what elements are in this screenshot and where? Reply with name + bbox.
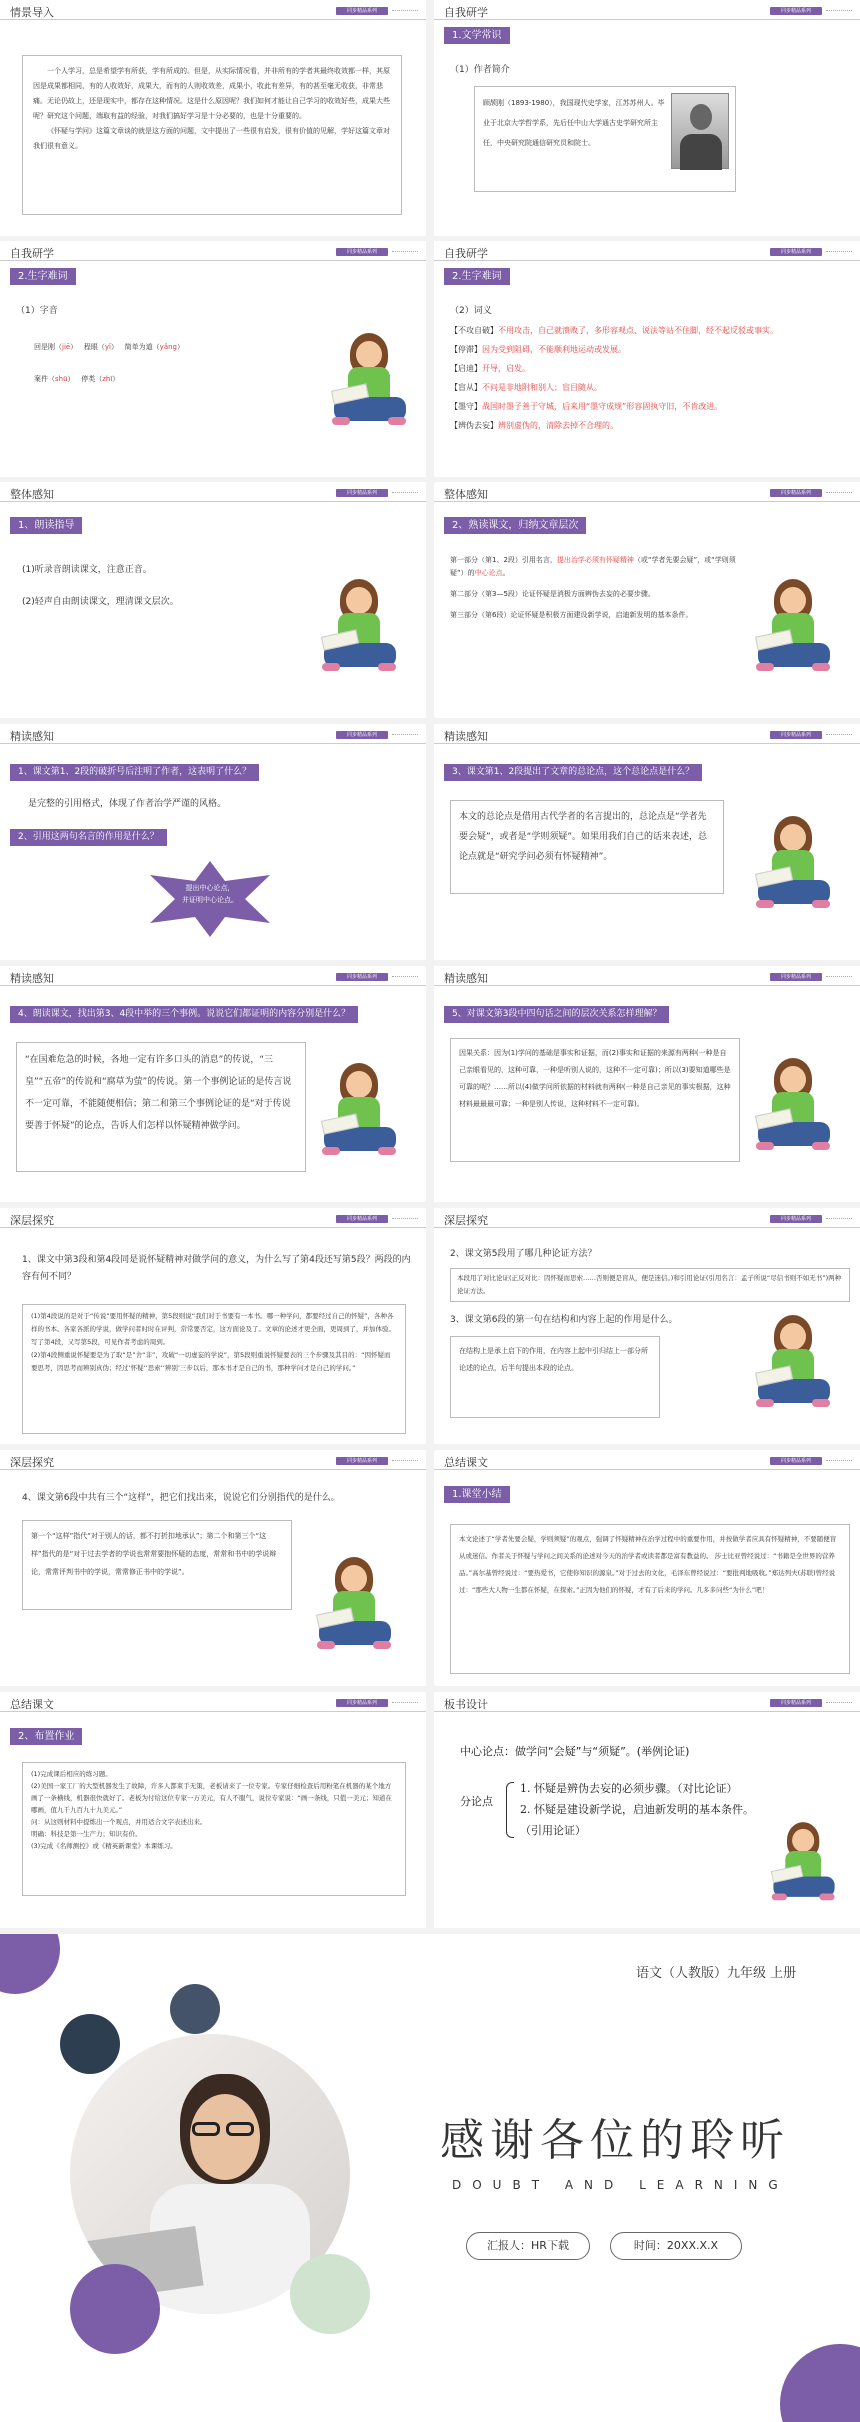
word-list bbox=[450, 321, 850, 435]
word-item: 【辨伪去妄】辨别虚伪的，清除去掉不合理的。 bbox=[450, 421, 618, 430]
answer: “在国难危急的时候，各地一定有许多口头的消息”的传说，“三皇”“五帝”的传说和“腐草为萤”的传说。第一个事例论证的是传言说不一定可靠，不能随便相信；第二和第三个事例论证的是“对于传说要善于怀疑”的论点，告诉人们怎样以怀疑精神做学问。 bbox=[25, 1055, 292, 1131]
series-tag: 同步精品系列 bbox=[770, 489, 822, 497]
answer-box bbox=[450, 800, 724, 894]
sub-heading: （1）作者简介 bbox=[450, 65, 510, 75]
pinyin-row: 案件（shū） 停类（zhī） bbox=[34, 375, 120, 383]
sub-heading: （1）字音 bbox=[16, 306, 58, 316]
slide-header bbox=[0, 0, 426, 20]
girl-reading-illustration bbox=[754, 1056, 834, 1168]
answer-box bbox=[22, 1304, 406, 1434]
homework-item: (3)完成《名师测控》或《精英新课堂》本课练习。 bbox=[31, 1842, 177, 1850]
slide-header bbox=[434, 482, 860, 502]
slide-header bbox=[434, 966, 860, 986]
slide-header bbox=[434, 241, 860, 261]
structure-text bbox=[450, 554, 740, 622]
part-2: 第二部分（第3—5段）论证怀疑是消极方面辨伪去妄的必要步骤。 bbox=[450, 590, 655, 598]
slide-title: 精读感知 bbox=[10, 972, 54, 985]
series-tag: 同步精品系列 bbox=[336, 1215, 388, 1223]
series-tag: 同步精品系列 bbox=[770, 7, 822, 15]
section-pill: 2、熟读课文，归纳文章层次 bbox=[444, 517, 586, 534]
section-pill: 2.生字难词 bbox=[10, 268, 76, 285]
slide-close-reading-4 bbox=[434, 966, 860, 1202]
homework-item: 明确：科技是第一生产力；知识有价。 bbox=[31, 1830, 142, 1838]
paragraph: 一个人学习，总是希望学有所获，学有所成的。但是，从实际情况看，并非所有的学者其最终收效都一样，其原因是成果都相同，有的人收效好，成果大，而有的人则收效差，成果小，收此有差异，有的甚至毫无收获，非常悲痛。无论仍故上，还是现实中，都存在这种情况。这是什么原因呢？我们如何才能让自己学习的收效好些，成果大些呢？研究这个问题，端取有益的经验，对我们搞好学习是十分必要的，也是十分重要的。 bbox=[33, 67, 390, 120]
slide-title: 深层探究 bbox=[10, 1214, 54, 1227]
series-tag: 同步精品系列 bbox=[770, 248, 822, 256]
word-item: 【不攻自破】不用攻击，自己就溃败了，多形容观点、说法等站不住脚，经不起反驳或事实。 bbox=[450, 326, 778, 335]
girl-reading-illustration bbox=[754, 814, 834, 926]
answer: 本文的总论点是借用古代学者的名言提出的，总论点是“学者先要会疑”，或者是“学则须疑”。如果用我们自己的话来表述，总论点就是“研究学问必须有怀疑精神”。 bbox=[459, 812, 707, 862]
grade-label: 语文（人教版）九年级 上册 bbox=[636, 1966, 797, 1981]
homework-box bbox=[22, 1762, 406, 1896]
decor-circle bbox=[70, 2264, 160, 2354]
series-tag: 同步精品系列 bbox=[770, 973, 822, 981]
answer: 本段用了对比论证(正反对比：因怀疑而思索……否则便是盲从，便是迷信。)和引用论证(引用名言：孟子所说“尽信书则不如无书”)两种论证方法。 bbox=[457, 1274, 842, 1295]
slide-title: 精读感知 bbox=[10, 730, 54, 743]
brace bbox=[506, 1782, 514, 1838]
girl-reading-illustration bbox=[315, 1555, 395, 1667]
slide-header bbox=[0, 482, 426, 502]
slide-homework bbox=[0, 1692, 426, 1928]
answer: 在结构上是承上启下的作用，在内容上起中引归结上一部分所论述的论点，后半句提出本段的论点。 bbox=[459, 1347, 648, 1372]
section-pill: 1.课堂小结 bbox=[444, 1486, 510, 1503]
word-item: 【停滞】因为受到阻碍，不能顺利地运动或发展。 bbox=[450, 345, 626, 354]
slide-title: 精读感知 bbox=[444, 972, 488, 985]
slide-title: 情景导入 bbox=[10, 6, 54, 19]
girl-reading-illustration bbox=[770, 1820, 838, 1915]
question-pill: 5、对课文第3段中四句话之间的层次关系怎样理解？ bbox=[444, 1006, 669, 1023]
girl-reading-illustration bbox=[320, 1061, 400, 1173]
slide-author bbox=[434, 0, 860, 236]
purple-circle-topleft bbox=[0, 1934, 60, 1994]
thanks-heading: 感谢各位的聆听 bbox=[440, 2115, 790, 2166]
author-portrait bbox=[671, 93, 729, 169]
homework-item: (2)美国一家工厂的大型机器发生了故障，许多人都束手无策，老板请来了一位专家。专家仔细检查后用粉笔在机器的某个地方画了一条横线，机器很快就好了。老板为付给这位专家一万美元，有人不服气，说位专家说：“画一条线，只值一美元；知道在哪画，值九千九百九十九美元。” bbox=[31, 1782, 392, 1814]
question: 1、课文中第3段和第4段同是说怀疑精神对做学问的意义，为什么写了第4段还写第5段？两段的内容有何不同？ bbox=[22, 1255, 411, 1282]
star-text: 提出中心论点， 并证明中心论点。 bbox=[182, 884, 238, 904]
answer-box bbox=[450, 1038, 740, 1162]
slide-close-reading-2 bbox=[434, 724, 860, 960]
answer: 第一个“这样”指代“对于别人的话，都不打折扣地承认”；第二个和第三个“这样”指代的是“对于过去学者的学说也常常要抱怀疑的态度，常常和书中的学说辩论，常常评判书中的学说，常常修正书中的学说”。 bbox=[31, 1532, 277, 1576]
series-tag: 同步精品系列 bbox=[770, 1457, 822, 1465]
question: 2、课文第5段用了哪几种论证方法？ bbox=[450, 1249, 597, 1259]
answer-box bbox=[450, 1268, 850, 1302]
answer-box bbox=[450, 1336, 660, 1418]
answer: (2)第4段侧重说怀疑要是为了取“是”舍“非”，攻破“一切虚妄的学说”，第5段则重说怀疑要表的三个步骤及其目的：“因怀疑而要思考，因思考而辨别真伪；经过‘怀疑’‘思索’‘辨别’三步以后，那本书才是自己的书，那种学问才是自己的学问。” bbox=[31, 1351, 391, 1372]
slide-reading-guide bbox=[0, 482, 426, 718]
slide-title: 整体感知 bbox=[10, 488, 54, 501]
slide-deep-1 bbox=[0, 1208, 426, 1444]
question-pill: 4、朗读课文，找出第3、4段中举的三个事例。说说它们都证明的内容分别是什么？ bbox=[10, 1006, 358, 1023]
summary-text: 本文论述了“学者先要会疑，学则须疑”的观点，强调了怀疑精神在治学过程中的重要作用，并按做学者应具有怀疑精神，不要随便盲从或迷信。作者关于怀疑与学问之间关系的论述对今天的治学者或读者都是富有教益的。 莎士比亚曾经说过：“书籍是全世界的营养品。”高尔基曾经说过：“要热爱书，它使你知识的源泉。”对于过去的文化，毛泽东曾经说过：“要批判地吸收。”郑达列夫(苏联)曾经说过：“那些大人物一生都在怀疑，在探索。”正因为他们的怀疑，才有了后来的学问。几多多问些“为什么”吧！ bbox=[459, 1535, 837, 1594]
slide-header bbox=[0, 724, 426, 744]
question-pill: 3、课文第1、2段提出了文章的总论点，这个总论点是什么？ bbox=[444, 764, 702, 781]
sub-thesis-list: 1. 怀疑是辨伪去妄的必须步骤。（对比论证） 2. 怀疑是建设新学说，启迪新发明的基本条件。 （引用论证） bbox=[520, 1782, 754, 1837]
instruction: (2)轻声自由朗读课文，理清课文层次。 bbox=[22, 597, 179, 607]
girl-reading-illustration bbox=[320, 577, 400, 689]
section-pill: 2.生字难词 bbox=[444, 268, 510, 285]
slide-title: 自我研学 bbox=[444, 247, 488, 260]
slide-title: 总结课文 bbox=[444, 1456, 488, 1469]
series-tag: 同步精品系列 bbox=[336, 248, 388, 256]
purple-circle-bottomright bbox=[780, 2344, 860, 2422]
part-1: 第一部分（第1、2段）引用名言，提出治学必须有怀疑精神（或“学者先要会疑”，或“学则须疑”）的中心论点。 bbox=[450, 556, 736, 577]
instruction: (1)听录音朗读课文，注意正音。 bbox=[22, 565, 152, 575]
central-thesis: 中心论点：做学问“会疑”与“须疑”。(举例论证) bbox=[460, 1745, 690, 1758]
slide-header bbox=[434, 0, 860, 20]
time-badge: 时间：20XX.X.X bbox=[610, 2232, 742, 2260]
slide-title: 总结课文 bbox=[10, 1698, 54, 1711]
answer: 是完整的引用格式，体现了作者治学严谨的风格。 bbox=[28, 799, 227, 809]
slide-header bbox=[434, 1208, 860, 1228]
paragraph: 《怀疑与学问》这篇文章谈的就是这方面的问题，文中提出了一些很有启发，很有价值的见解，学好这篇文章对我们很有意义。 bbox=[33, 127, 390, 150]
section-pill: 1.文学常识 bbox=[444, 27, 510, 44]
slide-ending bbox=[0, 1934, 860, 2422]
answer: 因果关系：因为(1)学问的基础是事实和证据，而(2)事实和证据的来源有两种(一种是自己亲眼看见的，这种可靠，一种是听别人说的，这种不一定可靠)；所以(3)要知道哪些是可靠的呢？……所以(4)做学问所依据的材料就有两种(一种是自己亲见的事实根据，这种材料最最最可靠；一种是别人传说，这种材料不一定可靠)。 bbox=[459, 1049, 731, 1108]
slide-board-design bbox=[434, 1692, 860, 1928]
question: 3、课文第6段的第一句在结构和内容上起的作用是什么。 bbox=[450, 1315, 678, 1325]
slide-intro bbox=[0, 0, 426, 236]
answer-box bbox=[16, 1042, 306, 1172]
slide-header bbox=[0, 966, 426, 986]
slide-header bbox=[434, 1692, 860, 1712]
slide-title: 自我研学 bbox=[444, 6, 488, 19]
word-item: 【盲从】不问是非地附和别人；盲目随从。 bbox=[450, 383, 602, 392]
series-tag: 同步精品系列 bbox=[770, 1215, 822, 1223]
slide-header bbox=[0, 1208, 426, 1228]
girl-reading-illustration bbox=[330, 331, 410, 443]
slide-structure bbox=[434, 482, 860, 718]
decor-circle bbox=[290, 2254, 370, 2334]
series-tag: 同步精品系列 bbox=[336, 489, 388, 497]
decor-circle bbox=[170, 1984, 220, 2034]
girl-reading-illustration bbox=[754, 1313, 834, 1425]
part-3: 第三部分（第6段）论证怀疑是积极方面建设新学说，启迪新发明的基本条件。 bbox=[450, 611, 693, 619]
slide-title: 板书设计 bbox=[444, 1698, 488, 1711]
slide-close-reading-1 bbox=[0, 724, 426, 960]
slide-title: 自我研学 bbox=[10, 247, 54, 260]
slide-header bbox=[434, 724, 860, 744]
slide-title: 深层探究 bbox=[444, 1214, 488, 1227]
question: 4、课文第6段中共有三个“这样”，把它们找出来，说说它们分别指代的是什么。 bbox=[22, 1493, 340, 1503]
sub-heading: （2）词义 bbox=[450, 306, 492, 316]
summary-box bbox=[450, 1524, 850, 1674]
english-subtitle: DOUBT AND LEARNING bbox=[452, 2178, 789, 2192]
series-tag: 同步精品系列 bbox=[770, 731, 822, 739]
slide-pronunciation bbox=[0, 241, 426, 477]
homework-item: (1)完成课后相应的练习题。 bbox=[31, 1770, 112, 1778]
word-item: 【墨守】战国时墨子善于守城，后来用“墨守成规”形容固执守旧，不肯改进。 bbox=[450, 402, 723, 411]
slide-deep-2 bbox=[434, 1208, 860, 1444]
slide-vocabulary bbox=[434, 241, 860, 477]
slide-summary bbox=[434, 1450, 860, 1686]
series-tag: 同步精品系列 bbox=[336, 973, 388, 981]
word-item: 【启迪】开导，启发。 bbox=[450, 364, 530, 373]
slide-header bbox=[0, 241, 426, 261]
slide-title: 深层探究 bbox=[10, 1456, 54, 1469]
reporter-badge: 汇报人：HR下载 bbox=[466, 2232, 590, 2260]
series-tag: 同步精品系列 bbox=[336, 7, 388, 15]
series-tag: 同步精品系列 bbox=[770, 1699, 822, 1707]
slide-close-reading-3 bbox=[0, 966, 426, 1202]
sub-thesis-label: 分论点 bbox=[460, 1795, 493, 1808]
series-tag: 同步精品系列 bbox=[336, 1699, 388, 1707]
bio-box bbox=[474, 86, 736, 192]
section-pill: 2、布置作业 bbox=[10, 1728, 82, 1745]
series-tag: 同步精品系列 bbox=[336, 731, 388, 739]
girl-reading-illustration bbox=[754, 577, 834, 689]
slide-title: 整体感知 bbox=[444, 488, 488, 501]
slide-title: 精读感知 bbox=[444, 730, 488, 743]
pinyin-row: 回是刚（jiē） 程眼（yǐ） 简单为道（yǎng） bbox=[34, 343, 184, 351]
homework-item: 问：从这则材料中提炼出一个观点，并用适合文字表述出来。 bbox=[31, 1818, 207, 1826]
slide-header bbox=[0, 1450, 426, 1470]
answer-box bbox=[22, 1520, 292, 1610]
answer: (1)第4段说的是对于“传说”要用怀疑的精神，第5段则说“我们对于书要有一本书。哪一种学问，都要经过自己的怀疑”，各种各样的书本。各家各派的学说，做学问者时时在评判，常常要否定，这方面论及了。文章的论述才更全面，更周到了，并加体验。写了第4段，又写第5段，可见作者考虑的周到。 bbox=[31, 1312, 395, 1346]
question-pill: 1、课文第1、2段的破折号后注明了作者，这表明了什么？ bbox=[10, 764, 259, 781]
slide-header bbox=[0, 1692, 426, 1712]
slide-deep-3 bbox=[0, 1450, 426, 1686]
series-tag: 同步精品系列 bbox=[336, 1457, 388, 1465]
text-box bbox=[22, 55, 402, 215]
bio-text: 顾颉刚（1893-1980），我国现代史学家，江苏苏州人。毕业于北京大学哲学系，先后任中山大学通古史学研究所主任，中央研究院通信研究员和院士。 bbox=[483, 99, 665, 147]
decor-circle bbox=[60, 2014, 120, 2074]
slide-header bbox=[434, 1450, 860, 1470]
question-pill: 2、引用这两句名言的作用是什么？ bbox=[10, 829, 167, 846]
section-pill: 1、朗读指导 bbox=[10, 517, 82, 534]
